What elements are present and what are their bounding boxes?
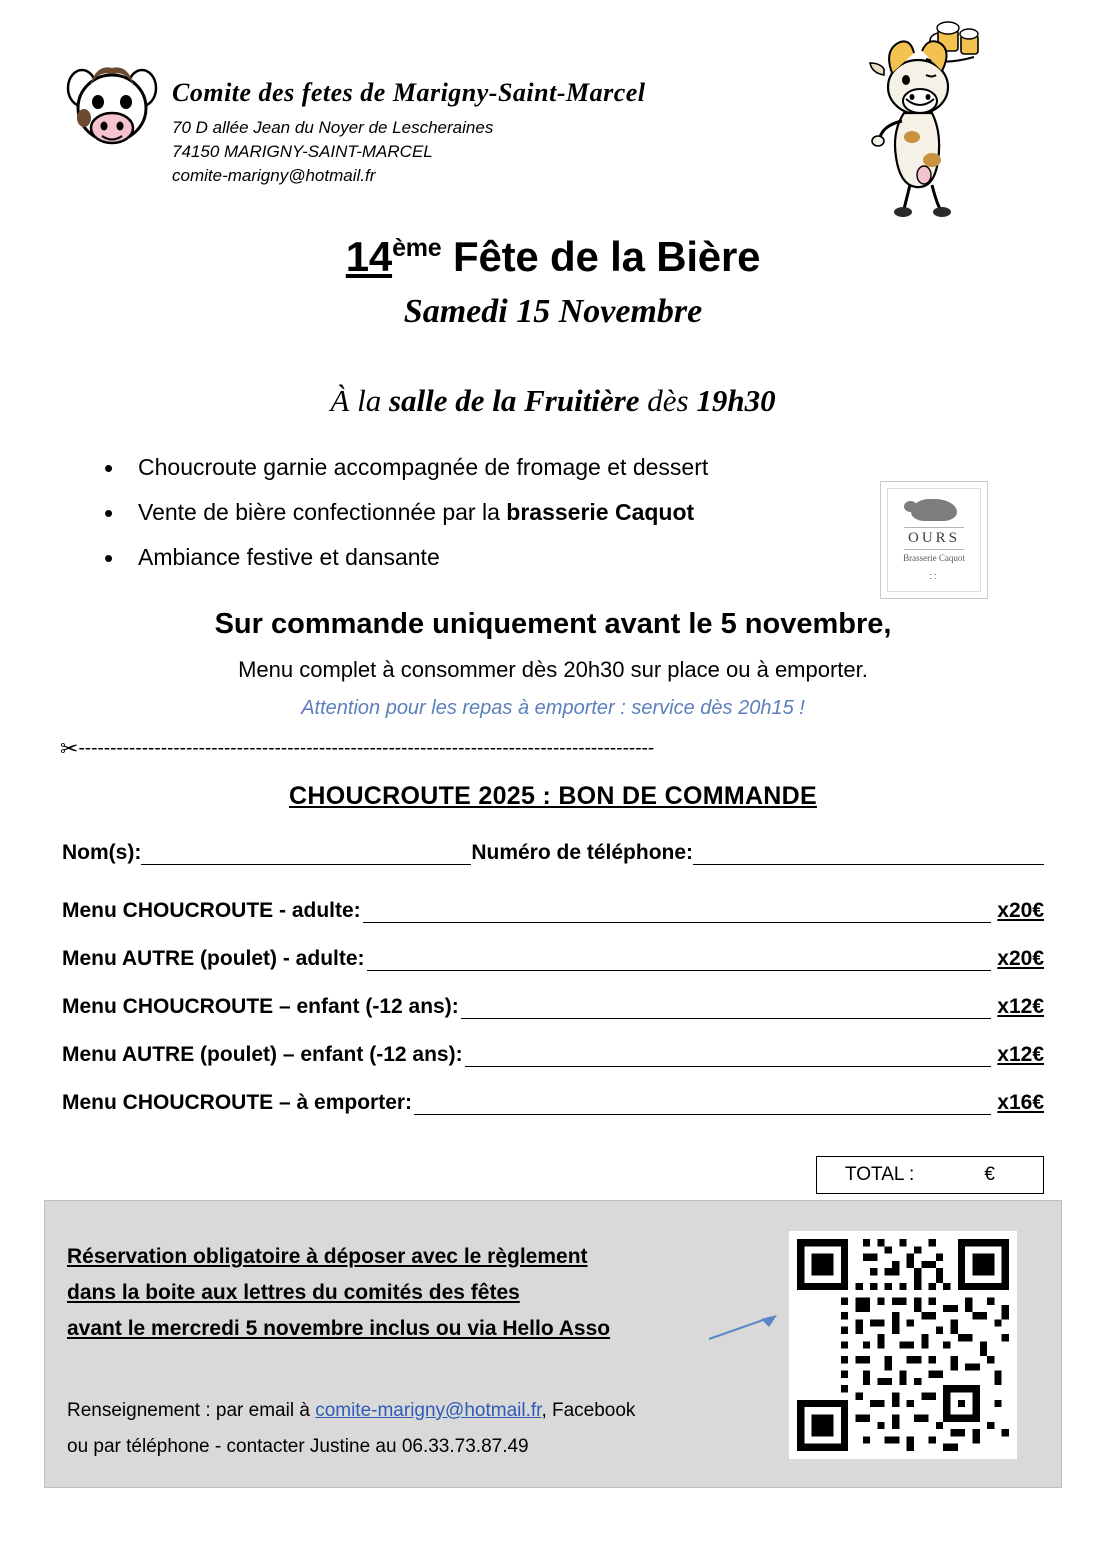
menu-row (62, 1091, 1044, 1115)
order-subtext: Menu complet à consommer dès 20h30 sur place ou à emporter. (238, 656, 868, 682)
reservation-instructions (67, 1239, 610, 1347)
place-mid: dès (639, 383, 697, 418)
title-number: 14 (345, 233, 393, 280)
cut-line (0, 736, 1106, 762)
name-input[interactable] (141, 844, 471, 865)
organisation-email: comite-marigny@hotmail.fr (172, 166, 376, 186)
phone-colon: : (686, 840, 694, 864)
menu-sep: : (451, 994, 459, 1018)
menu-label: Menu CHOUCROUTE - adulte (62, 898, 354, 922)
reservation-line-1: Réservation obligatoire à déposer avec le règlement (67, 1245, 588, 1268)
feature-text: Ambiance festive et dansante (138, 543, 440, 570)
place-time: 19h30 (696, 383, 776, 418)
menu-price: x20€ (997, 898, 1044, 922)
menu-label: Menu CHOUCROUTE – enfant (-12 ans) (62, 994, 452, 1018)
place-prefix: À la (330, 383, 389, 418)
menu-order-list (0, 899, 1106, 1115)
event-date: Samedi 15 Novembre (403, 293, 703, 330)
contact-line-1 (67, 1393, 635, 1429)
place-name: salle de la Fruitière (388, 383, 640, 418)
contact-suffix: , Facebook (541, 1400, 636, 1421)
menu-price: x12€ (997, 994, 1044, 1018)
title-ordinal: ème (392, 234, 442, 262)
name-label: Nom(s): (62, 840, 142, 864)
order-headline: Sur commande uniquement avant le 5 novembre, (214, 607, 892, 640)
organisation-address-line2: 74150 MARIGNY-SAINT-MARCEL (172, 142, 433, 162)
menu-quantity-input[interactable] (465, 1047, 992, 1067)
total-box[interactable] (816, 1156, 1044, 1194)
organisation-name: Comite des fetes de Marigny-Saint-Marcel (172, 78, 646, 107)
brewery-name: brasserie Caquot (506, 498, 695, 525)
qr-code-container[interactable] (789, 1231, 1017, 1459)
feature-text: Choucroute garnie accompagnée de fromage et dessert (138, 454, 709, 480)
organisation-address-line1: 70 D allée Jean du Noyer de Lescheraines (172, 118, 494, 137)
bear-icon (911, 499, 957, 521)
reservation-line-2: dans la boite aux lettres du comités des fêtes (67, 1281, 520, 1305)
order-warning: Attention pour les repas à emporter : service dès 20h15 ! (301, 696, 805, 719)
menu-sep: : (405, 1090, 413, 1114)
menu-row (62, 995, 1044, 1019)
phone-label: Numéro de téléphone (471, 840, 687, 864)
menu-quantity-input[interactable] (367, 951, 992, 971)
cow-head-icon (62, 58, 162, 163)
menu-row (62, 947, 1044, 971)
scissors-icon: ✂ (60, 735, 79, 761)
arrow-right-icon (707, 1313, 779, 1343)
organisation-block (172, 78, 646, 188)
order-form-title: CHOUCROUTE 2025 : BON DE COMMANDE (288, 781, 817, 810)
title-main-text: Fête de la Bière (452, 233, 761, 280)
menu-row (62, 1043, 1044, 1067)
event-place-line (0, 383, 1106, 419)
cut-dashes: ------------------------------------------------------------------------------------------- (78, 737, 655, 759)
menu-quantity-input[interactable] (414, 1095, 991, 1115)
menu-label: Menu CHOUCROUTE – à emporter (62, 1090, 406, 1114)
name-phone-row (0, 841, 1106, 865)
menu-price: x20€ (997, 946, 1044, 970)
menu-sep: : (455, 1042, 463, 1066)
contact-line-2: ou par téléphone - contacter Justine au 06.33.73.87.49 (67, 1436, 529, 1458)
reservation-panel (44, 1200, 1062, 1488)
contact-info (67, 1393, 635, 1465)
feature-text: Vente de bière confectionnée par la (138, 498, 507, 525)
menu-price: x12€ (997, 1042, 1044, 1066)
menu-row (62, 899, 1044, 923)
document-header (0, 0, 1106, 215)
brewery-logo-name: OURS (904, 527, 964, 550)
reservation-line-3: avant le mercredi 5 novembre inclus ou via Hello Asso (67, 1317, 611, 1341)
brewery-logo-sub: Brasserie Caquot (903, 553, 965, 563)
contact-prefix: Renseignement : par email à (67, 1400, 316, 1421)
menu-label: Menu AUTRE (poulet) – enfant (-12 ans) (62, 1042, 456, 1066)
cow-with-beer-icon (846, 15, 991, 220)
menu-label: Menu AUTRE (poulet) - adulte (62, 946, 358, 970)
brewery-logo (880, 481, 988, 599)
menu-sep: : (357, 946, 365, 970)
menu-quantity-input[interactable] (461, 999, 992, 1019)
contact-email-link[interactable]: comite-marigny@hotmail.fr (315, 1400, 542, 1421)
page-title (0, 233, 1106, 281)
menu-quantity-input[interactable] (363, 903, 992, 923)
qr-code-icon[interactable] (797, 1239, 1009, 1451)
brewery-logo-dots: :: (929, 571, 939, 581)
menu-sep: : (353, 898, 361, 922)
phone-input[interactable] (693, 844, 1044, 865)
menu-price: x16€ (997, 1090, 1044, 1114)
total-label: TOTAL : (845, 1164, 915, 1185)
total-currency: € (984, 1164, 995, 1185)
